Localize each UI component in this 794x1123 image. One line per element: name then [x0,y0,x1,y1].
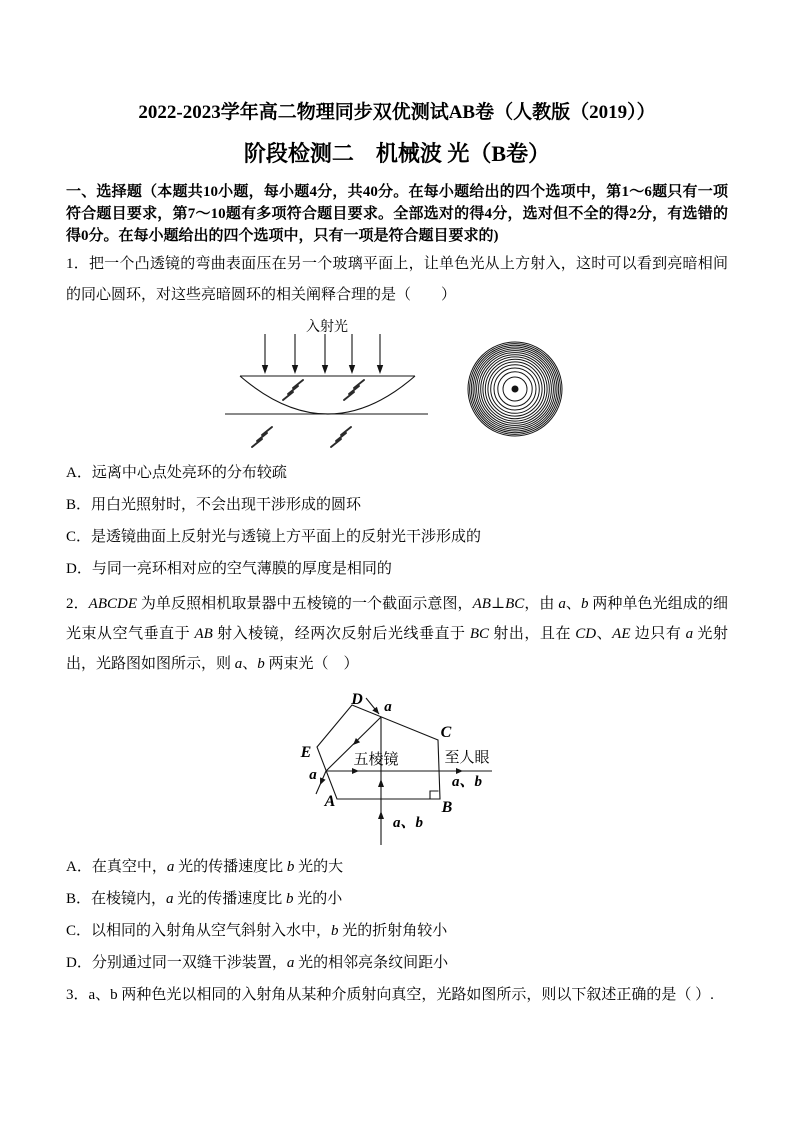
plano-convex-lens [240,376,415,414]
pentaprism-label: 五棱镜 [353,752,399,768]
question-1-figure [220,316,570,456]
option-b: B．用白光照射时，不会出现干涉形成的圆环 [66,497,362,513]
option-c: C．以相同的入射角从空气斜射入水中，b 光的折射角较小 [66,923,448,939]
incident-light-arrows [265,334,380,367]
section-title: 阶段检测二 机械波 光（B卷） [243,141,551,166]
vertex-label-d: D [351,691,363,708]
to-eye-label: 至人眼 [444,750,490,766]
question-2-figure [295,687,505,849]
option-a: A．远离中心点处亮环的分布较疏 [66,465,287,481]
option-b: B．在棱镜内，a 光的传播速度比 b 光的小 [66,891,343,907]
question-1-options [66,457,728,585]
ray-ab-in-label: a、b [392,815,424,831]
incident-light-label: 入射光 [306,320,348,335]
vertex-label-b: B [441,799,453,816]
option-d: D．与同一亮环相对应的空气薄膜的厚度是相同的 [66,561,392,577]
rings-center-dot [512,386,519,393]
exit-ray-a-left-label: a [309,767,317,783]
question-2-options [66,851,728,979]
doc-title: 2022-2023学年高二物理同步双优测试AB卷（人教版（2019）） [138,102,656,123]
option-c: C．是透镜曲面上反射光与透镜上方平面上的反射光干涉形成的 [66,529,482,545]
section-instructions: 一、选择题（本题共10小题，每小题4分，共40分。在每小题给出的四个选项中，第1～6题只有一项符合题目要求，第7～10题有多项符合题目要求。全部选对的得4分，选对但不全的得2分，有选错的得0分。在每小题给出的四个选项中，只有一项是符合题目要求的) [66,184,728,244]
question-2-stem: 2．ABCDE 为单反照相机取景器中五棱镜的一个截面示意图，AB⊥BC，由 a、b 两种单色光组成的细光束从空气垂直于 AB 射入棱镜，经两次反射后光线垂直于 BC 射出，且在 CD、AE 边只有 a 光射出，光路图如图所示，则 a、b 两束光（ ） [66,596,728,672]
vertex-label-a: A [324,793,336,810]
incident-arrowheads [262,365,383,374]
newton-rings [468,342,562,436]
question-1-stem: 1．把一个凸透镜的弯曲表面压在另一个玻璃平面上，让单色光从上方射入，这时可以看到亮暗相间的同心圆环，对这些亮暗圆环的相关阐释合理的是（ ） [66,256,728,303]
vertex-label-e: E [300,744,312,761]
question-3-stem: 3．a、b 两种色光以相同的入射角从某种介质射向真空，光路如图所示，则以下叙述正确的是（ ）. [66,987,714,1003]
option-a: A．在真空中，a 光的传播速度比 b 光的大 [66,859,344,875]
option-d: D．分别通过同一双缝干涉装置，a 光的相邻亮条纹间距小 [66,955,449,971]
vertex-label-c: C [440,724,452,741]
right-angle-mark [430,791,439,799]
ray-ab-out-label: a、b [451,774,483,790]
exit-ray-a-top-label: a [384,699,392,715]
